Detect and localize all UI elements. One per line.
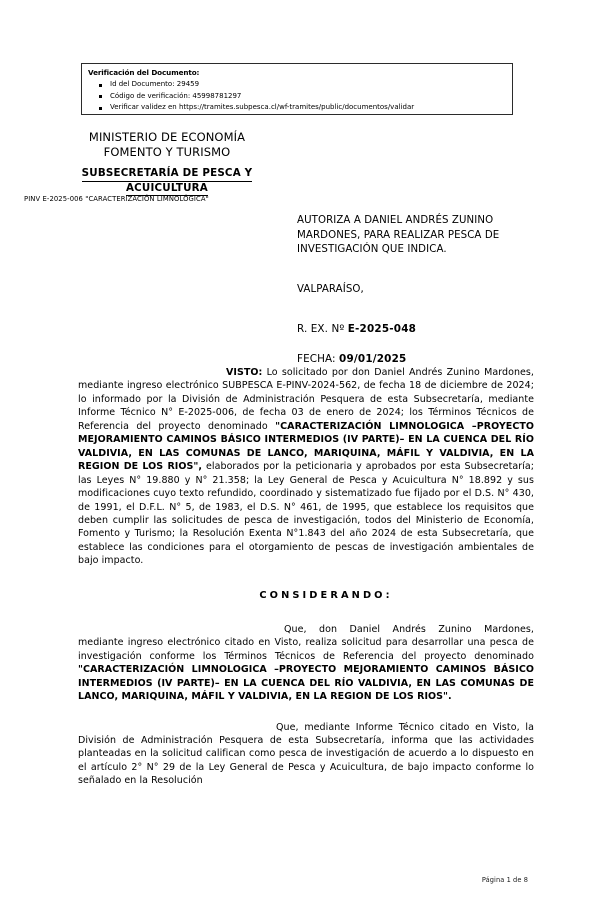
- project-code-label: PINV E-2025-006 "CARACTERIZACIÓN LIMNOLÓGICA": [24, 195, 209, 203]
- visto-text-part-2: elaborados por la peticionaria y aprobados por esta Subsecretaría; las Leyes N° 19.880 y N° 21.358; la Ley General de Pesca y Acuicultura N° 18.892 y sus modificaciones cuyo texto refundido, coordinado y sistematizado fue fijado por el D.S. N° 430, de 1991, el D.F.L. N° 5, de 1983, el D.S. N° 461, de 1995, que establece los requisitos que deben cumplir las solicitudes de pesca de investigación, todos del Ministerio de Economía, Fomento y Turismo; la Resolución Exenta N°1.843 del año 2024 de esta Subsecretaría, que establece las condiciones para el otorgamiento de pescas de investigación ambientales de bajo impacto.: [78, 461, 535, 567]
- issue-date-label: FECHA:: [297, 352, 340, 365]
- paragraph-que-1: [78, 623, 534, 704]
- que1-text: Que, don Daniel Andrés Zunino Mardones, mediante ingreso electrónico citado en Visto, realiza solicitud para desarrollar una pesca de investigación conforme los Términos Técnicos de Referencia del proyecto denominado: [78, 623, 534, 662]
- spacer-1: [78, 601, 534, 623]
- issue-date-line: [297, 353, 534, 365]
- ministry-line-1: MINISTERIO DE ECONOMÍA: [88, 130, 246, 144]
- resolution-number-line: [297, 323, 534, 335]
- verification-item-id: Id del Documento: 29459: [110, 79, 512, 91]
- paragraph-visto: [78, 366, 534, 568]
- considerando-heading: CONSIDERANDO:: [259, 589, 393, 601]
- verification-list: [88, 79, 512, 114]
- subsecretaria-line-2: ACUICULTURA: [126, 182, 208, 197]
- subsecretaria-block: [42, 167, 292, 196]
- ministry-line-2: FOMENTO Y TURISMO: [103, 144, 231, 159]
- issue-city: VALPARAÍSO,: [297, 283, 364, 295]
- resolution-number-value: E-2025-048: [347, 322, 417, 335]
- document-subject: AUTORIZA A DANIEL ANDRÉS ZUNINO MARDONES, PARA REALIZAR PESCA DE INVESTIGACIÓN QUE INDICA.: [297, 215, 500, 256]
- paragraph-que-2: [78, 721, 534, 788]
- spacer-2: [78, 704, 534, 721]
- visto-text-part-1: Lo solicitado por don Daniel Andrés Zunino Mardones, mediante ingreso electrónico SUBPESCA E-PINV-2024-562, de fecha 18 de diciembre de 2024; lo informado por la División de Administración Pesquera de esta Subsecretaría, mediante Informe Técnico N° E-2025-006, de fecha 03 de enero de 2024; los Términos Técnicos de Referencia del proyecto denominado: [78, 367, 534, 432]
- visto-project-title: "CARACTERIZACIÓN LIMNOLOGICA –PROYECTO MEJORAMIENTO CAMINOS BÁSICO INTERMEDIOS (IV PARTE)– EN LA CUENCA DEL RÍO VALDIVIA, EN LAS COMUNAS DE LANCO, MARIQUINA, MÁFIL Y VALDIVIA, EN LA REGION DE LOS RIOS",: [78, 420, 535, 473]
- verification-item-code: Código de verificación: 45998781297: [110, 91, 512, 103]
- issue-date-value: 09/01/2025: [339, 352, 407, 365]
- page-number: Página 1 de 8: [481, 876, 528, 884]
- verification-box: [81, 63, 513, 115]
- que1-project-title: "CARACTERIZACIÓN LIMNOLOGICA –PROYECTO MEJORAMIENTO CAMINOS BÁSICO INTERMEDIOS (IV PARTE)– EN LA CUENCA DEL RÍO VALDIVIA, EN LAS COMUNAS DE LANCO, MARIQUINA, MÁFIL Y VALDIVIA, EN LA REGION DE LOS RIOS".: [78, 664, 534, 703]
- resolution-number-label: R. EX. Nº: [297, 322, 348, 335]
- subsecretaria-line-1: SUBSECRETARÍA DE PESCA Y: [82, 167, 253, 182]
- verification-title: Verificación del Documento:: [88, 68, 200, 77]
- verification-item-url[interactable]: Verificar validez en https://tramites.subpesca.cl/wf-tramites/public/documentos/validar: [110, 102, 512, 114]
- que2-text: Que, mediante Informe Técnico citado en Visto, la División de Administración Pesquera de esta Subsecretaría, informa que las actividades planteadas en la solicitud califican como pesca de investigación de acuerdo a lo dispuesto en el artículo 2° N° 29 de la Ley General de Pesca y Acuicultura, de bajo impacto conforme lo señalado en la Resolución: [78, 721, 534, 787]
- document-body: [78, 366, 534, 788]
- header-right-block: [297, 214, 534, 365]
- letterhead: [42, 130, 292, 196]
- page-footer: [0, 876, 528, 884]
- visto-label: VISTO:: [226, 367, 263, 378]
